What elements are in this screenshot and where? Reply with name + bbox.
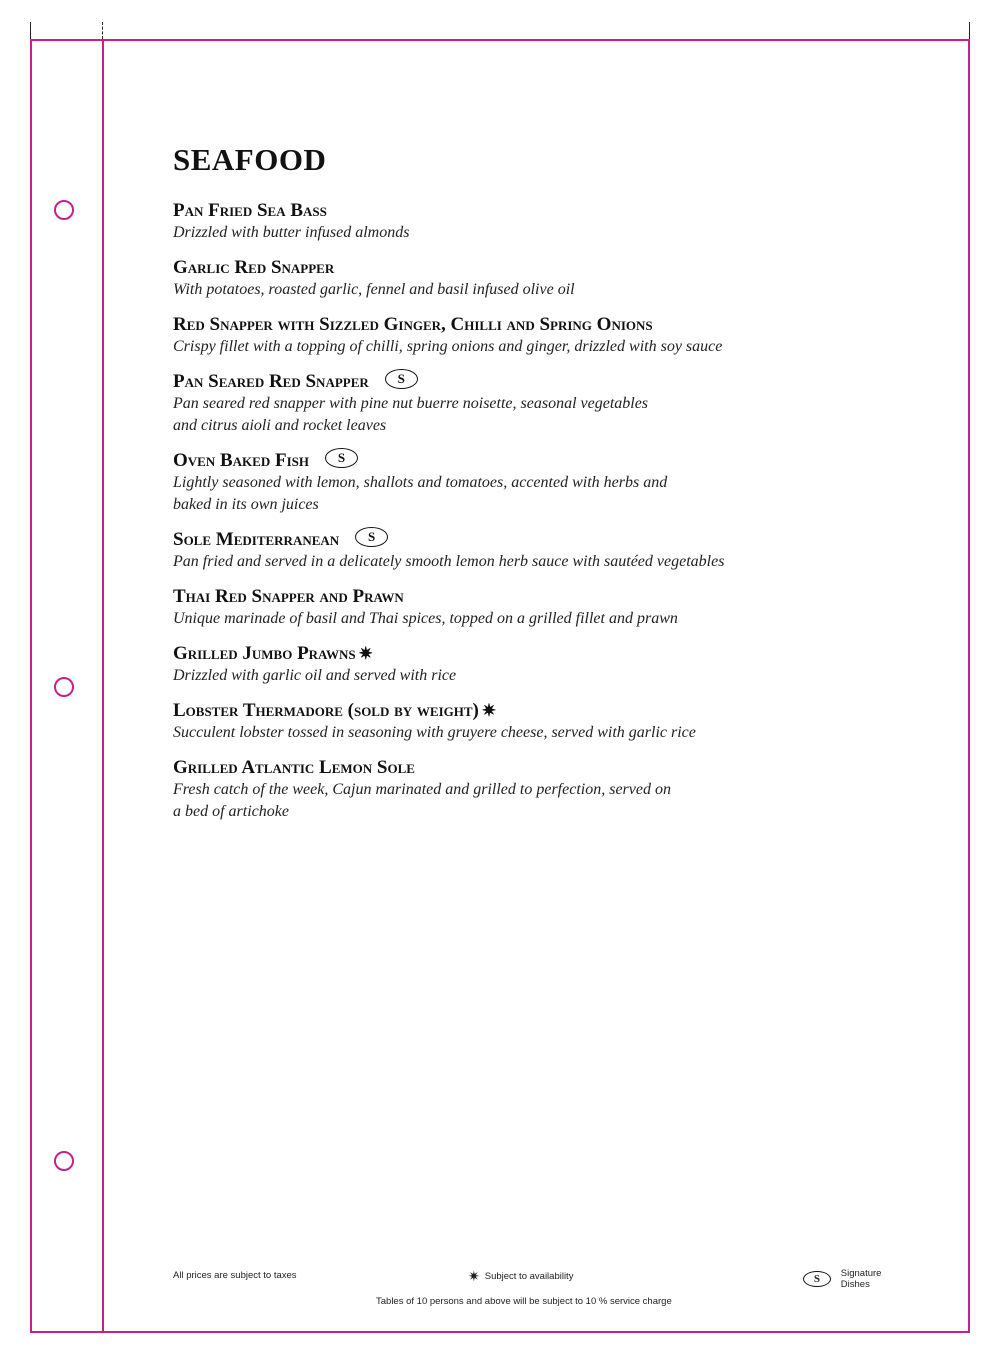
- menu-item: [173, 700, 893, 744]
- menu-item-name: [173, 200, 893, 222]
- menu-item-description: With potatoes, roasted garlic, fennel and basil infused olive oil: [173, 281, 575, 298]
- menu-item-name: [173, 314, 893, 336]
- menu-item-name-text: Oven Baked Fish: [173, 450, 309, 471]
- signature-note: Signature Dishes: [840, 1268, 882, 1290]
- signature-badge-icon: S: [355, 527, 388, 547]
- binder-hole-top: [54, 200, 74, 220]
- menu-item-name-text: Red Snapper with Sizzled Ginger, Chilli and Spring Onions: [173, 314, 653, 335]
- menu-item-name-text: Thai Red Snapper and Prawn: [173, 586, 404, 607]
- availability-legend: [468, 1268, 573, 1285]
- section-title: SEAFOOD: [173, 142, 327, 177]
- signature-badge-icon: S: [803, 1271, 831, 1287]
- menu-item-description: Drizzled with butter infused almonds: [173, 224, 410, 241]
- service-charge-note: Tables of 10 persons and above will be subject to 10 % service charge: [376, 1296, 672, 1307]
- menu-item-name-text: Pan Fried Sea Bass: [173, 200, 327, 221]
- footer: [173, 1268, 903, 1307]
- menu-item-name-text: Lobster Thermadore (sold by weight): [173, 700, 479, 721]
- menu-item: [173, 586, 893, 630]
- menu-item: [173, 529, 893, 573]
- menu-item-name: [173, 586, 893, 608]
- signature-legend: [803, 1268, 903, 1290]
- menu-item: [173, 257, 893, 301]
- menu-item-description: Pan seared red snapper with pine nut buerre noisette, seasonal vegetables and citrus aioli and rocket leaves: [173, 395, 649, 434]
- menu-item: [173, 371, 893, 437]
- menu-item-name-text: Sole Mediterranean: [173, 529, 340, 550]
- availability-star-icon: ✷: [358, 644, 373, 663]
- menu-item-name: [173, 529, 893, 551]
- signature-badge-icon: S: [385, 369, 418, 389]
- crop-mark-spine: [102, 22, 104, 39]
- menu-item-name-text: Pan Seared Red Snapper: [173, 371, 369, 392]
- availability-star-icon: ✷: [468, 1268, 480, 1284]
- availability-star-icon: ✷: [481, 701, 497, 720]
- binder-hole-middle: [54, 677, 74, 697]
- taxes-note: All prices are subject to taxes: [173, 1270, 297, 1281]
- menu-item-name-text: Grilled Jumbo Prawns: [173, 643, 356, 664]
- menu-item: [173, 643, 893, 687]
- binder-hole-bottom: [54, 1151, 74, 1171]
- binder-spine: [102, 39, 104, 1333]
- menu-item-name-text: Garlic Red Snapper: [173, 257, 335, 278]
- availability-note: Subject to availability: [484, 1271, 574, 1282]
- menu-item-description: Unique marinade of basil and Thai spices, topped on a grilled fillet and prawn: [173, 610, 678, 627]
- menu-item-name: [173, 450, 893, 472]
- menu-item-description: Lightly seasoned with lemon, shallots and tomatoes, accented with herbs and baked in its own juices: [173, 474, 668, 513]
- signature-badge-icon: S: [325, 448, 358, 468]
- menu-content: [173, 140, 893, 836]
- menu-item: [173, 450, 893, 516]
- crop-mark-right: [969, 22, 970, 39]
- menu-item-description: Succulent lobster tossed in seasoning with gruyere cheese, served with garlic rice: [173, 724, 696, 741]
- menu-item-description: Crispy fillet with a topping of chilli, spring onions and ginger, drizzled with soy sauce: [173, 338, 723, 355]
- menu-list: [173, 200, 893, 823]
- menu-item: [173, 200, 893, 244]
- menu-item-name: [173, 757, 893, 779]
- menu-item-name: [173, 257, 893, 279]
- crop-mark-left: [30, 22, 31, 39]
- menu-item-name-text: Grilled Atlantic Lemon Sole: [173, 757, 415, 778]
- menu-item-name: [173, 643, 893, 665]
- menu-item-name: [173, 700, 893, 722]
- menu-item: [173, 757, 893, 823]
- menu-item-description: Pan fried and served in a delicately smooth lemon herb sauce with sautéed vegetables: [173, 553, 725, 570]
- menu-item-description: Fresh catch of the week, Cajun marinated and grilled to perfection, served on a bed of artichoke: [173, 781, 671, 820]
- menu-item-description: Drizzled with garlic oil and served with rice: [173, 667, 457, 684]
- menu-item: [173, 314, 893, 358]
- footer-legend-row: [173, 1268, 903, 1290]
- menu-item-name: [173, 371, 893, 393]
